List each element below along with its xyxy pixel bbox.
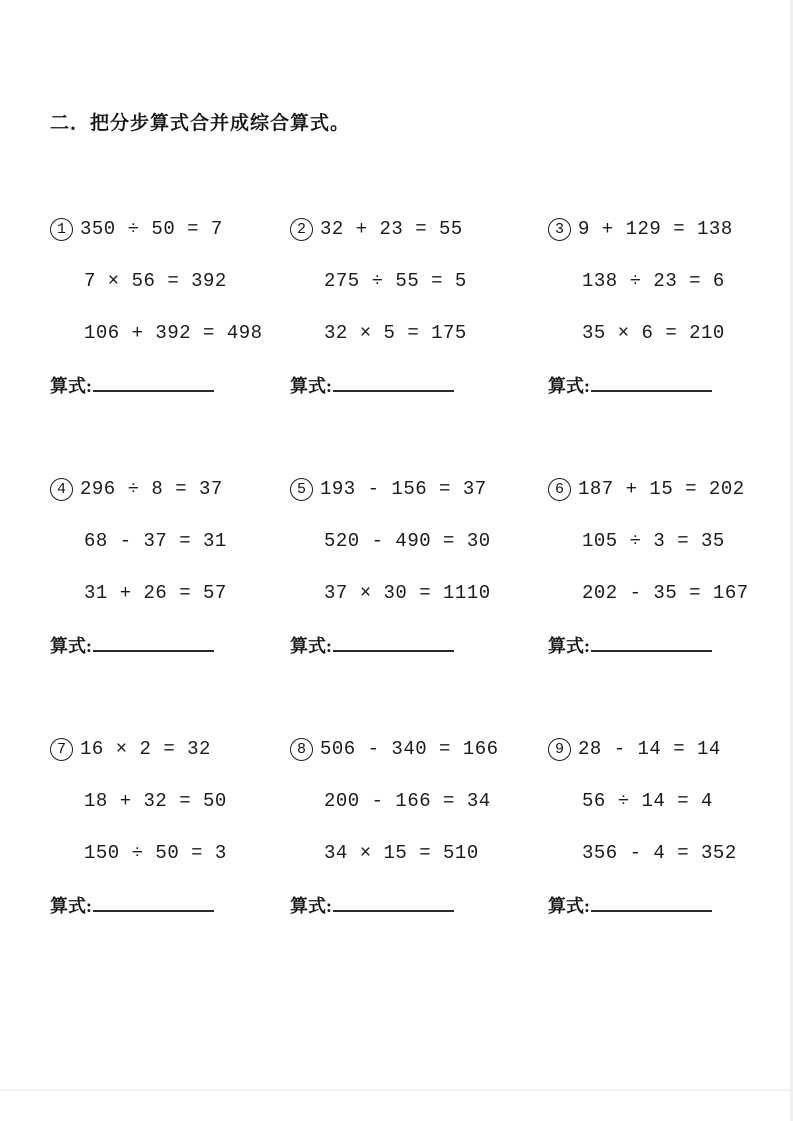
equation-line [548,827,790,879]
equation-text: 138 ÷ 23 = 6 [582,270,725,292]
answer-blank [333,899,454,912]
equation-text: 56 ÷ 14 = 4 [582,790,713,812]
answer-line [548,619,790,671]
equation-line [290,723,532,775]
equation-line [290,307,532,359]
problem-number-badge: 6 [548,478,571,501]
answer-label: 算式: [50,636,92,656]
problem-block-7 [50,723,292,931]
equation-text: 106 + 392 = 498 [84,322,263,344]
equation-line [548,307,790,359]
equation-text: 35 × 6 = 210 [582,322,725,344]
answer-label: 算式: [50,896,92,916]
equation-line [50,307,292,359]
equation-text: 7 × 56 = 392 [84,270,227,292]
problem-block-4 [50,463,292,671]
equation-text: 34 × 15 = 510 [324,842,479,864]
problem-number-badge: 5 [290,478,313,501]
equation-line [548,255,790,307]
equation-line [548,463,790,515]
answer-blank [93,639,214,652]
problem-number-badge: 3 [548,218,571,241]
equation-text: 187 + 15 = 202 [578,478,745,500]
answer-label: 算式: [548,376,590,396]
problem-number-badge: 4 [50,478,73,501]
equation-line [50,827,292,879]
answer-label: 算式: [548,896,590,916]
problem-block-3 [548,203,790,411]
answer-line [290,359,532,411]
equation-text: 32 × 5 = 175 [324,322,467,344]
answer-blank [333,639,454,652]
problem-block-5 [290,463,532,671]
equation-text: 68 - 37 = 31 [84,530,227,552]
equation-text: 150 ÷ 50 = 3 [84,842,227,864]
equation-text: 16 × 2 = 32 [80,738,211,760]
equation-line [50,723,292,775]
answer-blank [591,379,712,392]
equation-text: 202 - 35 = 167 [582,582,749,604]
problem-number-badge: 8 [290,738,313,761]
equation-text: 31 + 26 = 57 [84,582,227,604]
answer-label: 算式: [290,896,332,916]
problem-number-badge: 7 [50,738,73,761]
equation-line [548,723,790,775]
equation-line [50,567,292,619]
answer-line [548,359,790,411]
equation-text: 506 - 340 = 166 [320,738,499,760]
problem-block-1 [50,203,292,411]
equation-line [290,203,532,255]
equation-text: 37 × 30 = 1110 [324,582,491,604]
equation-line [548,567,790,619]
equation-text: 520 - 490 = 30 [324,530,491,552]
equation-text: 18 + 32 = 50 [84,790,227,812]
equation-line [50,463,292,515]
equation-text: 350 ÷ 50 = 7 [80,218,223,240]
answer-blank [333,379,454,392]
equation-text: 275 ÷ 55 = 5 [324,270,467,292]
problem-block-6 [548,463,790,671]
equation-line [548,515,790,567]
problem-number-badge: 9 [548,738,571,761]
equation-line [290,463,532,515]
equation-line [548,775,790,827]
answer-line [50,359,292,411]
answer-blank [93,379,214,392]
answer-label: 算式: [548,636,590,656]
equation-line [50,203,292,255]
equation-line [50,515,292,567]
answer-line [548,879,790,931]
equation-text: 105 ÷ 3 = 35 [582,530,725,552]
equation-text: 28 - 14 = 14 [578,738,721,760]
problem-block-8 [290,723,532,931]
answer-blank [591,899,712,912]
answer-label: 算式: [290,636,332,656]
equation-line [290,827,532,879]
equation-text: 356 - 4 = 352 [582,842,737,864]
answer-line [50,619,292,671]
equation-text: 296 ÷ 8 = 37 [80,478,223,500]
answer-label: 算式: [50,376,92,396]
equation-text: 9 + 129 = 138 [578,218,733,240]
answer-line [290,879,532,931]
answer-blank [591,639,712,652]
page-edge-line-bottom [0,1089,793,1091]
answer-line [290,619,532,671]
problem-block-2 [290,203,532,411]
equation-line [290,255,532,307]
equation-text: 32 + 23 = 55 [320,218,463,240]
answer-line [50,879,292,931]
equation-text: 193 - 156 = 37 [320,478,487,500]
answer-blank [93,899,214,912]
problem-number-badge: 1 [50,218,73,241]
problem-block-9 [548,723,790,931]
page-title: 二．把分步算式合并成综合算式。 [50,113,351,134]
equation-line [290,515,532,567]
problem-number-badge: 2 [290,218,313,241]
equation-text: 200 - 166 = 34 [324,790,491,812]
equation-line [290,567,532,619]
equation-line [50,775,292,827]
answer-label: 算式: [290,376,332,396]
equation-line [548,203,790,255]
equation-line [290,775,532,827]
equation-line [50,255,292,307]
